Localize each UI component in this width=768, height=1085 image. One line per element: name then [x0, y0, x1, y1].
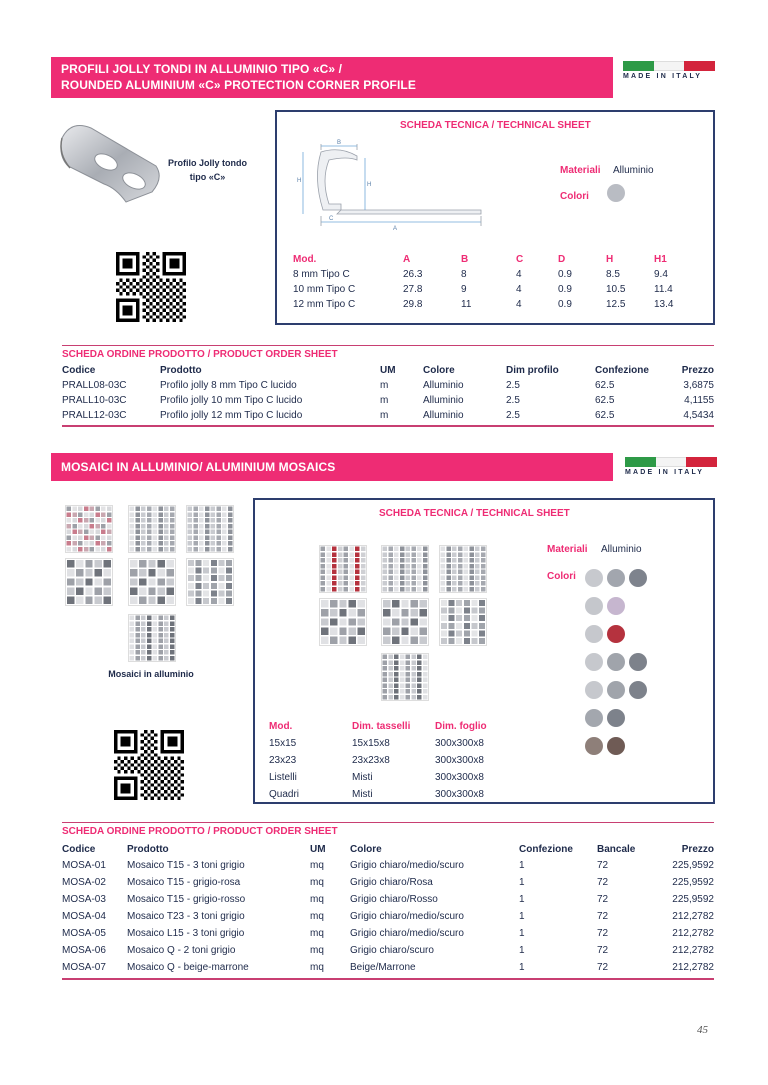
technical-sheet-box-1 [275, 110, 715, 325]
order-cell: Alluminio [423, 395, 464, 406]
order-row [62, 959, 714, 976]
color-swatch [629, 569, 647, 587]
page-number: 45 [697, 1024, 708, 1036]
color-swatch [607, 625, 625, 643]
diagram-label-h: H [367, 182, 372, 188]
spec-cell: 15x15x8 [352, 738, 390, 749]
italy-flag-icon [623, 61, 715, 71]
spec-cell: 300x300x8 [435, 772, 484, 783]
order-cell: Mosaico Q - 2 toni grigio [127, 945, 236, 956]
order-table-2 [62, 841, 714, 976]
order-cell: 1 [519, 877, 525, 888]
order-cell: 212,2782 [672, 945, 714, 956]
tech-sheet-title: SCHEDA TECNICA / TECHNICAL SHEET [400, 120, 591, 131]
order-cell: m [380, 410, 389, 421]
banner-title: MOSAICI IN ALLUMINIO/ ALUMINIUM MOSAICS [61, 460, 336, 474]
order-cell: 72 [597, 894, 609, 905]
order-cell: 72 [597, 928, 609, 939]
spec-header: C [516, 254, 524, 265]
spec-table-2 [269, 717, 529, 803]
materiali-value: Alluminio [601, 544, 642, 555]
spec-cell: 300x300x8 [435, 789, 484, 800]
order-cell: 225,9592 [672, 877, 714, 888]
order-header: UM [380, 364, 396, 376]
order-cell: Mosaico T15 - grigio-rosso [127, 894, 246, 905]
order-cell: Mosaico T15 - grigio-rosa [127, 877, 241, 888]
order-header: Colore [423, 364, 455, 376]
spec-header: Mod. [293, 254, 317, 265]
spec-cell: 0.9 [558, 269, 572, 280]
spec-cell: 27.8 [403, 284, 423, 295]
mosaic-tile-image [186, 558, 234, 606]
order-cell: MOSA-02 [62, 877, 106, 888]
order-row [62, 857, 714, 874]
order-cell: mq [310, 860, 324, 871]
order-header: Colore [350, 843, 382, 855]
color-swatch [607, 737, 625, 755]
order-cell: PRALL10-03C [62, 395, 127, 406]
order-cell: 212,2782 [672, 962, 714, 973]
order-header: Dim profilo [506, 364, 559, 376]
diagram-label-b: B [337, 140, 342, 146]
spec-cell: 9 [461, 284, 467, 295]
order-cell: mq [310, 877, 324, 888]
spec-row [269, 786, 529, 803]
tech-sheet-title: SCHEDA TECNICA / TECHNICAL SHEET [379, 508, 570, 519]
order-header: Confezione [519, 843, 573, 855]
order-cell: 1 [519, 860, 525, 871]
spec-row [269, 735, 529, 752]
spec-header: Mod. [269, 720, 293, 732]
order-cell: 62.5 [595, 410, 615, 421]
spec-cell: Quadri [269, 789, 300, 800]
spec-cell: 300x300x8 [435, 755, 484, 766]
spec-cell: 4 [516, 269, 522, 280]
color-swatch [585, 569, 603, 587]
order-cell: 225,9592 [672, 894, 714, 905]
order-cell: 72 [597, 945, 609, 956]
spec-table-1 [293, 252, 683, 312]
color-swatch [607, 709, 625, 727]
materiali-label: Materiali [547, 544, 588, 555]
mosaic-tile-image [186, 505, 234, 553]
colori-label: Colori [547, 571, 576, 582]
color-swatch [585, 681, 603, 699]
order-bottom-rule [62, 425, 714, 427]
italy-flag-icon [625, 457, 717, 467]
mosaic-tile-image [381, 598, 429, 646]
color-swatch [607, 569, 625, 587]
order-header: Codice [62, 364, 96, 376]
order-cell: Profilo jolly 10 mm Tipo C lucido [160, 395, 303, 406]
order-divider [62, 822, 714, 823]
order-header: Prodotto [160, 364, 202, 376]
order-row [62, 925, 714, 942]
order-cell: 225,9592 [672, 860, 714, 871]
order-cell: 2.5 [506, 380, 520, 391]
order-cell: Grigio chiaro/scuro [350, 945, 434, 956]
order-header: Confezione [595, 364, 649, 376]
order-cell: mq [310, 928, 324, 939]
spec-cell: 15x15 [269, 738, 297, 749]
order-cell: Grigio chiaro/Rosso [350, 894, 438, 905]
order-cell: 1 [519, 962, 525, 973]
order-cell: 4,5434 [683, 410, 714, 421]
spec-cell: 0.9 [558, 299, 572, 310]
caption-line2: tipo «C» [189, 172, 226, 182]
order-cell: Grigio chiaro/Rosa [350, 877, 433, 888]
banner-line2: ROUNDED ALUMINIUM «C» PROTECTION CORNER PROFILE [61, 78, 416, 92]
order-header: Prezzo [681, 364, 714, 376]
order-header: Prodotto [127, 843, 169, 855]
order-cell: 72 [597, 911, 609, 922]
color-swatch [629, 653, 647, 671]
spec-cell: 8 [461, 269, 467, 280]
order-cell: 72 [597, 877, 609, 888]
mosaic-tile-image [439, 545, 487, 593]
order-sheet-title-2: SCHEDA ORDINE PRODOTTO / PRODUCT ORDER SHEET [62, 826, 338, 837]
banner-line1: PROFILI JOLLY TONDI IN ALLUMINIO TIPO «C» / [61, 62, 342, 76]
order-cell: MOSA-05 [62, 928, 106, 939]
spec-cell: 10.5 [606, 284, 626, 295]
spec-header: H [606, 254, 614, 265]
diagram-label-h1: H [297, 178, 302, 184]
order-cell: Alluminio [423, 410, 464, 421]
order-cell: 1 [519, 894, 525, 905]
spec-header: A [403, 254, 411, 265]
spec-cell: Misti [352, 789, 373, 800]
mosaic-tile-image [381, 653, 429, 701]
profile-cross-section-diagram [295, 138, 485, 232]
order-row [62, 874, 714, 891]
order-cell: mq [310, 962, 324, 973]
order-cell: MOSA-07 [62, 962, 106, 973]
mosaic-tile-image [439, 598, 487, 646]
spec-row [293, 282, 683, 297]
spec-cell: 29.8 [403, 299, 423, 310]
mosaic-tile-image [128, 505, 176, 553]
made-in-italy-text: MADE IN ITALY [625, 469, 705, 476]
order-header: Bancale [597, 843, 636, 855]
order-cell: 62.5 [595, 380, 615, 391]
order-table-1 [62, 362, 714, 423]
order-row [62, 378, 714, 393]
color-swatch [629, 681, 647, 699]
order-bottom-rule [62, 978, 714, 980]
color-swatch [585, 625, 603, 643]
order-cell: MOSA-01 [62, 860, 106, 871]
order-cell: 1 [519, 911, 525, 922]
diagram-label-a: A [393, 226, 398, 232]
order-cell: 3,6875 [683, 380, 714, 391]
mosaic-tile-image [128, 558, 176, 606]
order-header: Codice [62, 843, 96, 855]
order-cell: 1 [519, 945, 525, 956]
order-cell: Alluminio [423, 380, 464, 391]
caption-line1: Profilo Jolly tondo [168, 158, 247, 168]
spec-cell: 10 mm Tipo C [293, 284, 356, 295]
mosaic-tile-image [128, 614, 176, 662]
mosaic-tile-image [319, 598, 367, 646]
color-swatch [585, 653, 603, 671]
spec-cell: 300x300x8 [435, 738, 484, 749]
color-swatch [585, 737, 603, 755]
spec-cell: 11.4 [654, 284, 673, 295]
order-sheet-title-1: SCHEDA ORDINE PRODOTTO / PRODUCT ORDER SHEET [62, 349, 338, 360]
spec-row [293, 297, 683, 312]
order-cell: MOSA-06 [62, 945, 106, 956]
order-cell: mq [310, 911, 324, 922]
spec-cell: 23x23 [269, 755, 297, 766]
materiali-label: Materiali [560, 165, 601, 176]
color-swatch [607, 681, 625, 699]
order-row [62, 408, 714, 423]
color-swatch [607, 597, 625, 615]
spec-header: Dim. tasselli [352, 720, 411, 732]
profile-caption [160, 156, 255, 184]
section2-banner [51, 453, 613, 481]
spec-cell: 26.3 [403, 269, 423, 280]
spec-header: H1 [654, 254, 667, 265]
made-in-italy-text: MADE IN ITALY [623, 73, 703, 80]
mosaic-tile-image [381, 545, 429, 593]
materiali-value: Alluminio [613, 165, 654, 176]
spec-cell: 11 [461, 299, 472, 310]
qr-code-icon[interactable] [116, 252, 186, 322]
order-cell: m [380, 395, 389, 406]
color-swatch [585, 709, 603, 727]
spec-cell: 12.5 [606, 299, 626, 310]
order-cell: MOSA-03 [62, 894, 106, 905]
profile-image [56, 118, 166, 203]
spec-row [293, 267, 683, 282]
order-row [62, 908, 714, 925]
order-row [62, 942, 714, 959]
made-in-italy-badge [623, 61, 715, 80]
technical-sheet-box-2 [253, 498, 715, 804]
order-cell: 1 [519, 928, 525, 939]
spec-cell: 12 mm Tipo C [293, 299, 356, 310]
spec-cell: Listelli [269, 772, 297, 783]
spec-row [269, 752, 529, 769]
order-cell: Grigio chiaro/medio/scuro [350, 860, 464, 871]
order-cell: PRALL12-03C [62, 410, 127, 421]
spec-cell: 8.5 [606, 269, 620, 280]
order-cell: Mosaico Q - beige-marrone [127, 962, 249, 973]
order-cell: 212,2782 [672, 911, 714, 922]
order-cell: mq [310, 945, 324, 956]
order-cell: Grigio chiaro/medio/scuro [350, 911, 464, 922]
spec-cell: 23x23x8 [352, 755, 390, 766]
order-cell: Profilo jolly 8 mm Tipo C lucido [160, 380, 297, 391]
spec-cell: 4 [516, 284, 522, 295]
spec-cell: 4 [516, 299, 522, 310]
order-cell: 2.5 [506, 410, 520, 421]
mosaic-tile-image [319, 545, 367, 593]
section1-banner [51, 57, 613, 98]
color-swatch [607, 653, 625, 671]
order-cell: MOSA-04 [62, 911, 106, 922]
order-row [62, 393, 714, 408]
order-header: Prezzo [681, 843, 714, 855]
order-cell: 4,1155 [684, 395, 714, 406]
order-cell: Grigio chiaro/medio/scuro [350, 928, 464, 939]
diagram-label-c: C [329, 216, 334, 222]
color-swatch-alluminio [607, 184, 625, 202]
order-cell: PRALL08-03C [62, 380, 127, 391]
color-swatch [585, 597, 603, 615]
colori-label: Colori [560, 191, 589, 202]
order-cell: Mosaico T23 - 3 toni grigio [127, 911, 245, 922]
order-cell: 212,2782 [672, 928, 714, 939]
order-cell: m [380, 380, 389, 391]
order-cell: Beige/Marrone [350, 962, 416, 973]
order-header: UM [310, 843, 326, 855]
spec-cell: Misti [352, 772, 373, 783]
spec-row [269, 769, 529, 786]
order-cell: Profilo jolly 12 mm Tipo C lucido [160, 410, 303, 421]
order-cell: Mosaico L15 - 3 toni grigio [127, 928, 245, 939]
order-cell: 72 [597, 962, 609, 973]
order-cell: Mosaico T15 - 3 toni grigio [127, 860, 245, 871]
mosaic-caption: Mosaici in alluminio [108, 669, 194, 679]
order-divider [62, 345, 714, 346]
made-in-italy-badge [625, 457, 717, 476]
spec-cell: 9.4 [654, 269, 668, 280]
order-cell: mq [310, 894, 324, 905]
order-cell: 2.5 [506, 395, 520, 406]
mosaic-tile-image [65, 558, 113, 606]
order-cell: 72 [597, 860, 609, 871]
spec-cell: 8 mm Tipo C [293, 269, 350, 280]
qr-code-icon[interactable] [114, 730, 184, 800]
mosaic-tile-image [65, 505, 113, 553]
spec-header: D [558, 254, 566, 265]
order-row [62, 891, 714, 908]
spec-cell: 13.4 [654, 299, 674, 310]
spec-header: B [461, 254, 469, 265]
spec-header: Dim. foglio [435, 720, 487, 732]
order-cell: 62.5 [595, 395, 615, 406]
spec-cell: 0.9 [558, 284, 572, 295]
